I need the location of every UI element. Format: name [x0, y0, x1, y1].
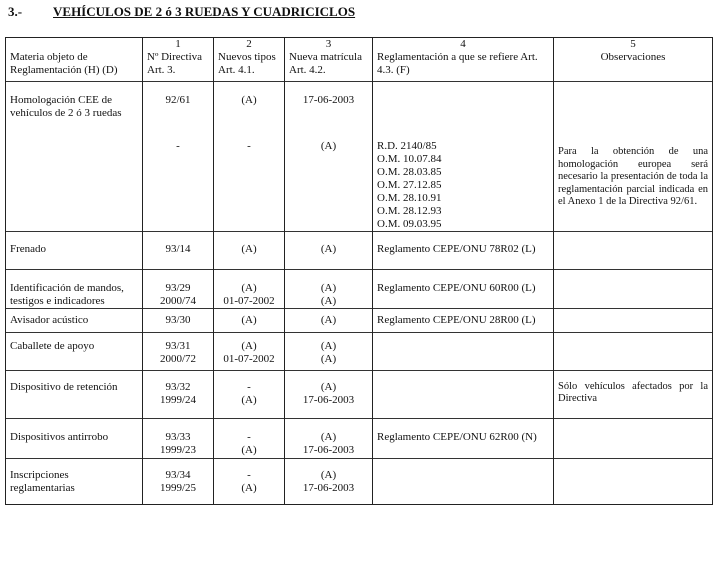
cell-line: (A) [241, 393, 257, 406]
row-matricula [285, 332, 373, 370]
cell-line: (A) [320, 352, 337, 365]
cell-line: Identificación de mandos, [10, 281, 124, 294]
cell-line: 93/30 [165, 313, 191, 326]
cell-line: Homologación CEE de [10, 94, 113, 106]
cell-line: 93/32 [165, 380, 191, 393]
column-header-row [6, 51, 713, 82]
cell-line: (A) [241, 281, 257, 294]
col-num-reglamentacion: 4 [373, 38, 554, 52]
cell-line: (A) [320, 430, 337, 443]
row-nuevos [214, 308, 285, 332]
col-header-observaciones: Observaciones [554, 51, 713, 82]
row-observaciones [554, 332, 713, 370]
cell-line: (A) [241, 339, 257, 352]
table-row [6, 370, 713, 418]
row-matricula [285, 269, 373, 308]
cell-line: Inscripciones [10, 468, 69, 481]
cell-line: (A) [241, 313, 257, 326]
row-reglamentacion [373, 458, 554, 504]
cell-line: Reglamento CEPE/ONU 62R00 (N) [377, 430, 537, 443]
cell-line: O.M. 09.03.95 [377, 217, 442, 230]
row-matricula [285, 308, 373, 332]
row-directiva [143, 130, 214, 232]
cell-line: (A) [241, 443, 257, 456]
row-matricula [285, 370, 373, 418]
row-materia [6, 231, 143, 269]
cell-line: Reglamento CEPE/ONU 28R00 (L) [377, 313, 536, 326]
row-matricula [285, 130, 373, 232]
col-num-observaciones: 5 [554, 38, 713, 52]
section-heading [8, 4, 355, 20]
row-materia [6, 418, 143, 458]
section-number: 3.- [8, 4, 23, 19]
col-num-directiva: 1 [143, 38, 214, 52]
col-num-matricula: 3 [285, 38, 373, 52]
cell-line: O.M. 10.07.84 [377, 152, 442, 165]
col-num-materia [6, 38, 143, 52]
row-directiva [143, 458, 214, 504]
cell-line: O.M. 28.03.85 [377, 165, 442, 178]
table-row [6, 332, 713, 370]
cell-line: Frenado [10, 242, 47, 255]
cell-line: Avisador acústico [10, 313, 89, 326]
cell-line: (A) [241, 94, 257, 106]
cell-line: (A) [320, 339, 337, 352]
cell-line: (A) [241, 242, 257, 255]
cell-line: 92/61 [165, 94, 191, 106]
cell-line: 93/29 [165, 281, 191, 294]
cell-line: - [247, 430, 251, 443]
cell-line: vehículos de 2 ó 3 ruedas [10, 107, 122, 119]
row-materia [6, 308, 143, 332]
cell-line: (A) [320, 380, 337, 393]
cell-line: 17-06-2003 [302, 393, 355, 406]
col-header-nuevos: Nuevos tipos Art. 4.1. [214, 51, 285, 82]
cell-line: 2000/72 [159, 352, 197, 365]
observation-homologacion: Para la obtención de una homologación europea será necesario la presentación de toda la reglamentación parcial indicada en el Anexo 1 de la Directiva 92/61. [554, 82, 713, 232]
row-observaciones [554, 308, 713, 332]
cell-line: (A) [241, 481, 257, 494]
row-matricula [285, 418, 373, 458]
cell-line: (A) [320, 313, 337, 326]
cell-line: (A) [320, 468, 337, 481]
table-row [6, 82, 713, 130]
row-observaciones [554, 231, 713, 269]
cell-line: Reglamento CEPE/ONU 78R02 (L) [377, 242, 536, 255]
cell-line: Dispositivos antirrobo [10, 430, 109, 443]
table-row [6, 418, 713, 458]
row-directiva [143, 308, 214, 332]
row-nuevos [214, 418, 285, 458]
cell-line: - [247, 380, 251, 393]
row-observaciones [554, 418, 713, 458]
cell-line: - [176, 139, 180, 152]
col-header-reglamentacion: Reglamentación a que se refiere Art. 4.3. (F) [373, 51, 554, 82]
row-reglamentacion [373, 332, 554, 370]
cell-line: - [247, 468, 251, 481]
row-directiva [143, 418, 214, 458]
row-directiva [143, 231, 214, 269]
row-reglamentacion [373, 370, 554, 418]
row-reglamentacion [373, 308, 554, 332]
col-header-matricula: Nueva matrícula Art. 4.2. [285, 51, 373, 82]
section-title: VEHÍCULOS DE 2 ó 3 RUEDAS Y CUADRICICLOS [53, 4, 356, 19]
row-matricula [285, 82, 373, 130]
cell-line: Reglamento CEPE/ONU 60R00 (L) [377, 281, 536, 294]
cell-line: 17-06-2003 [302, 94, 355, 106]
cell-line: (A) [320, 294, 337, 307]
row-observaciones [554, 458, 713, 504]
cell-line: 01-07-2002 [223, 352, 275, 365]
row-reglamentacion [373, 269, 554, 308]
regulation-table [5, 37, 713, 505]
cell-line: 1999/24 [159, 393, 197, 406]
row-nuevos [214, 231, 285, 269]
row-materia [6, 370, 143, 418]
row-materia [6, 332, 143, 370]
row-nuevos [214, 130, 285, 232]
row-materia [6, 82, 143, 130]
cell-line: (A) [320, 139, 337, 152]
table-row [6, 308, 713, 332]
row-reglamentacion [373, 82, 554, 130]
table-row [6, 458, 713, 504]
row-observaciones [554, 269, 713, 308]
cell-line: reglamentarias [10, 481, 75, 494]
table-row [6, 231, 713, 269]
cell-line: 2000/74 [159, 294, 197, 307]
row-materia [6, 269, 143, 308]
cell-line: Dispositivo de retención [10, 380, 118, 393]
cell-line: 17-06-2003 [302, 481, 355, 494]
col-header-materia: Materia objeto de Reglamentación (H) (D) [6, 51, 143, 82]
cell-line: (A) [320, 281, 337, 294]
row-directiva [143, 332, 214, 370]
cell-line: O.M. 28.12.93 [377, 204, 442, 217]
row-matricula [285, 458, 373, 504]
row-reglamentacion [373, 231, 554, 269]
row-nuevos [214, 269, 285, 308]
cell-line: 1999/25 [159, 481, 197, 494]
cell-line: O.M. 27.12.85 [377, 178, 442, 191]
row-nuevos [214, 370, 285, 418]
cell-line: O.M. 28.10.91 [377, 191, 442, 204]
row-materia [6, 130, 143, 232]
cell-line: 93/33 [165, 430, 191, 443]
cell-line: 93/14 [165, 242, 191, 255]
row-directiva [143, 370, 214, 418]
cell-line: 93/34 [165, 468, 191, 481]
cell-line: Caballete de apoyo [10, 339, 95, 352]
cell-line: 1999/23 [159, 443, 197, 456]
row-materia [6, 458, 143, 504]
cell-line: (A) [320, 242, 337, 255]
cell-line: 93/31 [165, 339, 191, 352]
row-nuevos [214, 332, 285, 370]
row-nuevos [214, 458, 285, 504]
row-matricula [285, 231, 373, 269]
cell-line: - [247, 139, 251, 152]
col-header-directiva: Nº Directiva Art. 3. [143, 51, 214, 82]
cell-line: 17-06-2003 [302, 443, 355, 456]
row-reglamentacion [373, 418, 554, 458]
cell-line: R.D. 2140/85 [377, 139, 437, 152]
column-number-row [6, 38, 713, 52]
row-directiva [143, 82, 214, 130]
col-num-nuevos: 2 [214, 38, 285, 52]
row-nuevos [214, 82, 285, 130]
row-observaciones: Sólo vehículos afectados por la Directiva [554, 370, 713, 418]
cell-line: 01-07-2002 [223, 294, 275, 307]
cell-line: testigos e indicadores [10, 294, 105, 307]
row-directiva [143, 269, 214, 308]
row-reglamentacion [373, 130, 554, 232]
table-row [6, 269, 713, 308]
